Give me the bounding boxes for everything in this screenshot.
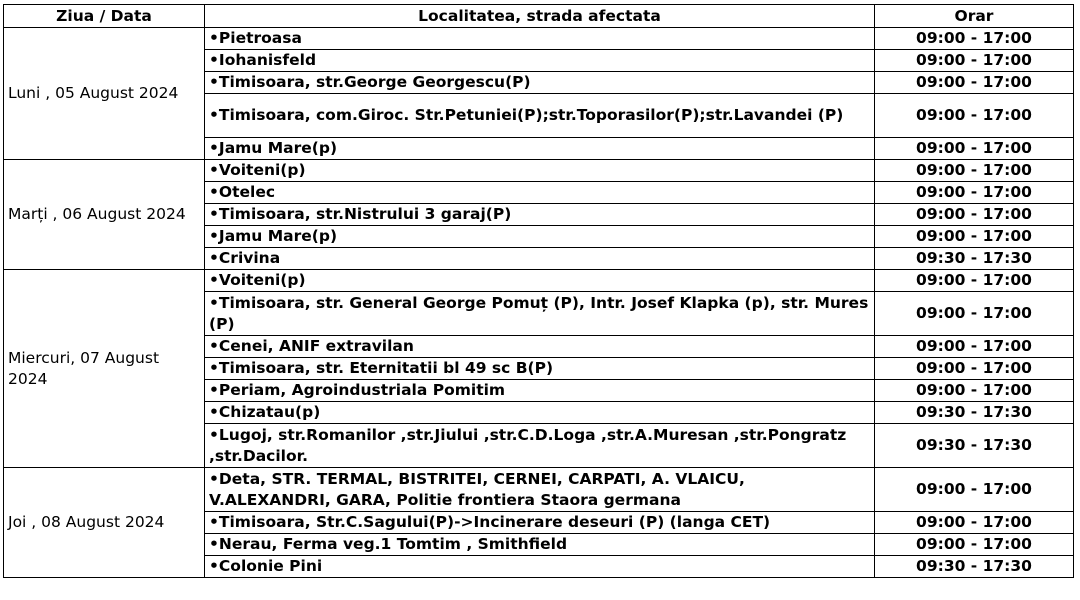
location-cell bbox=[205, 424, 875, 468]
location-text: Timisoara, com.Giroc. Str.Petuniei(P);str.Toporasilor(P);str.Lavandei (P) bbox=[218, 106, 844, 124]
day-date-cell: Joi , 08 August 2024 bbox=[4, 468, 205, 578]
table-row bbox=[4, 468, 1074, 512]
location-cell bbox=[205, 468, 875, 512]
time-cell: 09:00 - 17:00 bbox=[875, 468, 1074, 512]
location-cell bbox=[205, 94, 875, 138]
time-cell: 09:00 - 17:00 bbox=[875, 138, 1074, 160]
header-row bbox=[4, 5, 1074, 28]
location-text: Timisoara, str.George Georgescu(P) bbox=[218, 73, 531, 91]
table-row bbox=[4, 270, 1074, 292]
location-cell bbox=[205, 138, 875, 160]
time-cell: 09:00 - 17:00 bbox=[875, 534, 1074, 556]
location-text: Deta, STR. TERMAL, BISTRITEI, CERNEI, CARPATI, A. VLAICU, V.ALEXANDRI, GARA, Politie frontiera Staora germana bbox=[209, 469, 745, 509]
location-cell bbox=[205, 380, 875, 402]
location-text: Timisoara, str. General George Pomuț (P), Intr. Josef Klapka (p), str. Mures (P) bbox=[209, 293, 869, 333]
location-cell bbox=[205, 534, 875, 556]
location-cell bbox=[205, 226, 875, 248]
location-cell bbox=[205, 248, 875, 270]
location-cell bbox=[205, 336, 875, 358]
bullet-icon: • bbox=[209, 271, 219, 289]
time-cell: 09:30 - 17:30 bbox=[875, 424, 1074, 468]
location-text: Periam, Agroindustriala Pomitim bbox=[218, 381, 506, 399]
location-cell bbox=[205, 204, 875, 226]
bullet-icon: • bbox=[209, 205, 219, 223]
time-cell: 09:00 - 17:00 bbox=[875, 72, 1074, 94]
location-text: Otelec bbox=[218, 183, 276, 201]
location-text: Nerau, Ferma veg.1 Tomtim , Smithfield bbox=[218, 535, 568, 553]
bullet-icon: • bbox=[209, 161, 219, 179]
bullet-icon: • bbox=[209, 557, 219, 575]
time-cell: 09:00 - 17:00 bbox=[875, 226, 1074, 248]
time-cell: 09:00 - 17:00 bbox=[875, 336, 1074, 358]
location-cell bbox=[205, 358, 875, 380]
location-text: Lugoj, str.Romanilor ,str.Jiului ,str.C.D.Loga ,str.A.Muresan ,str.Pongratz ,str.Dacilor. bbox=[209, 425, 847, 465]
location-cell bbox=[205, 50, 875, 72]
time-cell: 09:30 - 17:30 bbox=[875, 556, 1074, 578]
time-cell: 09:00 - 17:00 bbox=[875, 182, 1074, 204]
location-text: Voiteni(p) bbox=[218, 271, 306, 289]
time-cell: 09:00 - 17:00 bbox=[875, 50, 1074, 72]
location-cell bbox=[205, 292, 875, 336]
bullet-icon: • bbox=[209, 227, 219, 245]
location-cell bbox=[205, 556, 875, 578]
bullet-icon: • bbox=[209, 403, 219, 421]
time-cell: 09:00 - 17:00 bbox=[875, 270, 1074, 292]
location-cell bbox=[205, 512, 875, 534]
location-cell bbox=[205, 270, 875, 292]
location-text: Iohanisfeld bbox=[218, 51, 317, 69]
location-text: Timisoara, Str.C.Sagului(P)->Incinerare deseuri (P) (langa CET) bbox=[218, 513, 771, 531]
time-cell: 09:00 - 17:00 bbox=[875, 358, 1074, 380]
bullet-icon: • bbox=[209, 337, 219, 355]
location-text: Jamu Mare(p) bbox=[218, 227, 338, 245]
day-date-cell: Marți , 06 August 2024 bbox=[4, 160, 205, 270]
time-cell: 09:00 - 17:00 bbox=[875, 28, 1074, 50]
day-date-cell: Miercuri, 07 August 2024 bbox=[4, 270, 205, 468]
location-text: Jamu Mare(p) bbox=[218, 139, 338, 157]
bullet-icon: • bbox=[209, 381, 219, 399]
time-cell: 09:30 - 17:30 bbox=[875, 248, 1074, 270]
bullet-icon: • bbox=[209, 139, 219, 157]
location-cell bbox=[205, 28, 875, 50]
bullet-icon: • bbox=[209, 106, 219, 124]
location-cell bbox=[205, 160, 875, 182]
day-date-cell: Luni , 05 August 2024 bbox=[4, 28, 205, 160]
bullet-icon: • bbox=[209, 293, 219, 312]
location-text: Colonie Pini bbox=[218, 557, 323, 575]
bullet-icon: • bbox=[209, 535, 219, 553]
location-cell bbox=[205, 182, 875, 204]
location-text: Chizatau(p) bbox=[218, 403, 321, 421]
table-row bbox=[4, 28, 1074, 50]
header-location: Localitatea, strada afectata bbox=[205, 5, 875, 28]
time-cell: 09:00 - 17:00 bbox=[875, 204, 1074, 226]
location-cell bbox=[205, 72, 875, 94]
location-text: Cenei, ANIF extravilan bbox=[218, 337, 414, 355]
time-cell: 09:00 - 17:00 bbox=[875, 94, 1074, 138]
bullet-icon: • bbox=[209, 469, 219, 488]
location-text: Voiteni(p) bbox=[218, 161, 306, 179]
bullet-icon: • bbox=[209, 249, 219, 267]
bullet-icon: • bbox=[209, 51, 219, 69]
table-row bbox=[4, 160, 1074, 182]
location-text: Timisoara, str. Eternitatii bl 49 sc B(P) bbox=[218, 359, 554, 377]
bullet-icon: • bbox=[209, 513, 219, 531]
outage-schedule-table bbox=[3, 4, 1074, 578]
time-cell: 09:00 - 17:00 bbox=[875, 292, 1074, 336]
time-cell: 09:00 - 17:00 bbox=[875, 512, 1074, 534]
bullet-icon: • bbox=[209, 29, 219, 47]
bullet-icon: • bbox=[209, 73, 219, 91]
location-text: Timisoara, str.Nistrului 3 garaj(P) bbox=[218, 205, 512, 223]
time-cell: 09:00 - 17:00 bbox=[875, 160, 1074, 182]
location-text: Pietroasa bbox=[218, 29, 302, 47]
header-schedule: Orar bbox=[875, 5, 1074, 28]
location-cell bbox=[205, 402, 875, 424]
bullet-icon: • bbox=[209, 359, 219, 377]
header-date: Ziua / Data bbox=[4, 5, 205, 28]
location-text: Crivina bbox=[218, 249, 281, 267]
bullet-icon: • bbox=[209, 425, 219, 444]
bullet-icon: • bbox=[209, 183, 219, 201]
time-cell: 09:00 - 17:00 bbox=[875, 380, 1074, 402]
time-cell: 09:30 - 17:30 bbox=[875, 402, 1074, 424]
